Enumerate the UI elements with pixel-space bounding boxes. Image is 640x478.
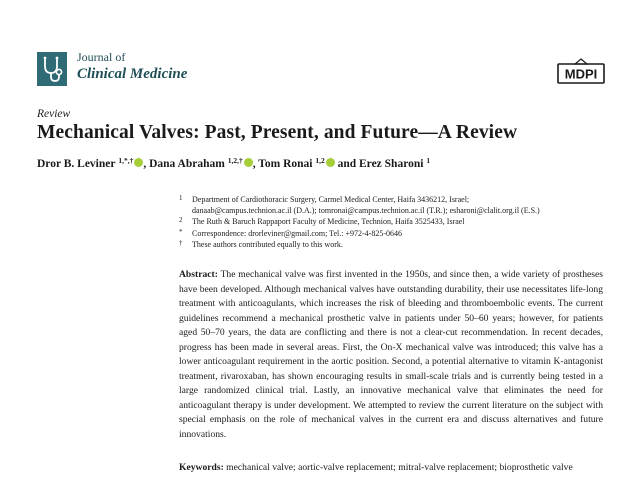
author-name: Erez Sharoni <box>359 158 424 170</box>
journal-name <box>77 50 187 82</box>
affiliation-mark: † <box>179 238 183 247</box>
affiliation-mark: 1 <box>179 194 183 202</box>
mdpi-logo <box>557 58 605 84</box>
author-separator: and <box>334 158 360 170</box>
affiliation-text: danaab@campus.technion.ac.il (D.A.); tomronai@campus.technion.ac.il (T.R.); esharoni@clalit.org.il (E.S.) <box>192 206 540 216</box>
affiliation-mark: 2 <box>179 216 183 225</box>
article-title: Mechanical Valves: Past, Present, and Future—A Review <box>37 122 518 143</box>
abstract-text: The mechanical valve was first invented in the 1950s, and since then, a wide variety of prostheses have been developed. Although mechanical valves have outstanding durability, their use necessitates life-long treatment with anticoagulants, which increases the risk of bleeding and thromboembolic events. The current guidelines recommend a mechanical prosthetic valve in patients under 50–60 years; however, for patients aged 50–70 years, the data are conflicting and there is not a clear-cut recommendation. In recent decades, progress has been made in several areas. First, the On-X mechanical valve was introduced; this valve has a lower anticoagulant requirement in the aortic position. Second, a potential alternative to vitamin K-antagonist treatment, rivaroxaban, has shown encouraging results in small-scale trials and is currently being tested in a large randomized clinical trial. Lastly, an innovative mechanical valve that eliminates the need for anticoagulant therapy is under development. We attempted to review the current literature on the subject with special emphasis on the role of mechanical valves in the current era and discuss alternatives and future innovations. <box>179 269 603 441</box>
affiliations <box>179 194 540 250</box>
stethoscope-icon <box>37 52 67 86</box>
orcid-icon[interactable] <box>244 158 253 167</box>
author-3[interactable] <box>258 158 334 170</box>
affiliation-text: Department of Cardiothoracic Surgery, Carmel Medical Center, Haifa 3436212, Israel; <box>192 195 470 204</box>
orcid-icon[interactable] <box>326 158 335 167</box>
affiliation-item <box>179 239 540 250</box>
affiliation-item <box>179 228 540 239</box>
affiliation-item <box>179 205 540 216</box>
journal-name-line2: Clinical Medicine <box>77 66 188 82</box>
affiliation-item <box>179 216 540 227</box>
author-separator: , <box>252 158 259 170</box>
author-affil-mark: 1,2 <box>315 156 325 165</box>
affiliation-item <box>179 194 540 205</box>
affiliation-text: Correspondence: drorleviner@gmail.com; Tel.: +972-4-825-0646 <box>192 228 403 238</box>
author-separator: , <box>143 158 150 170</box>
author-affil-mark: 1 <box>426 156 431 165</box>
keywords <box>179 462 573 473</box>
journal-name-line1: Journal of <box>77 50 126 64</box>
keywords-text: mechanical valve; aortic-valve replacement; mitral-valve replacement; bioprosthetic valve <box>226 462 573 473</box>
affiliation-text: The Ruth & Baruch Rappaport Faculty of Medicine, Technion, Haifa 3525433, Israel <box>192 217 465 227</box>
affiliation-mark: * <box>179 227 183 236</box>
author-affil-mark: 1,*,† <box>118 156 134 165</box>
article-type: Review <box>37 108 71 120</box>
orcid-icon[interactable] <box>134 158 143 167</box>
author-affil-mark: 1,2,† <box>227 156 243 165</box>
keywords-label: Keywords: <box>179 462 224 473</box>
author-1[interactable] <box>37 158 143 170</box>
author-name: Dror B. Leviner <box>37 158 116 170</box>
affiliation-text: These authors contributed equally to this work. <box>192 239 343 249</box>
author-list <box>37 156 430 170</box>
author-4[interactable] <box>359 158 430 170</box>
author-name: Tom Ronai <box>258 158 313 170</box>
abstract <box>179 268 603 443</box>
publisher-name: MDPI <box>564 66 598 82</box>
author-name: Dana Abraham <box>149 158 225 170</box>
abstract-label: Abstract: <box>179 269 218 280</box>
author-2[interactable] <box>149 158 253 170</box>
